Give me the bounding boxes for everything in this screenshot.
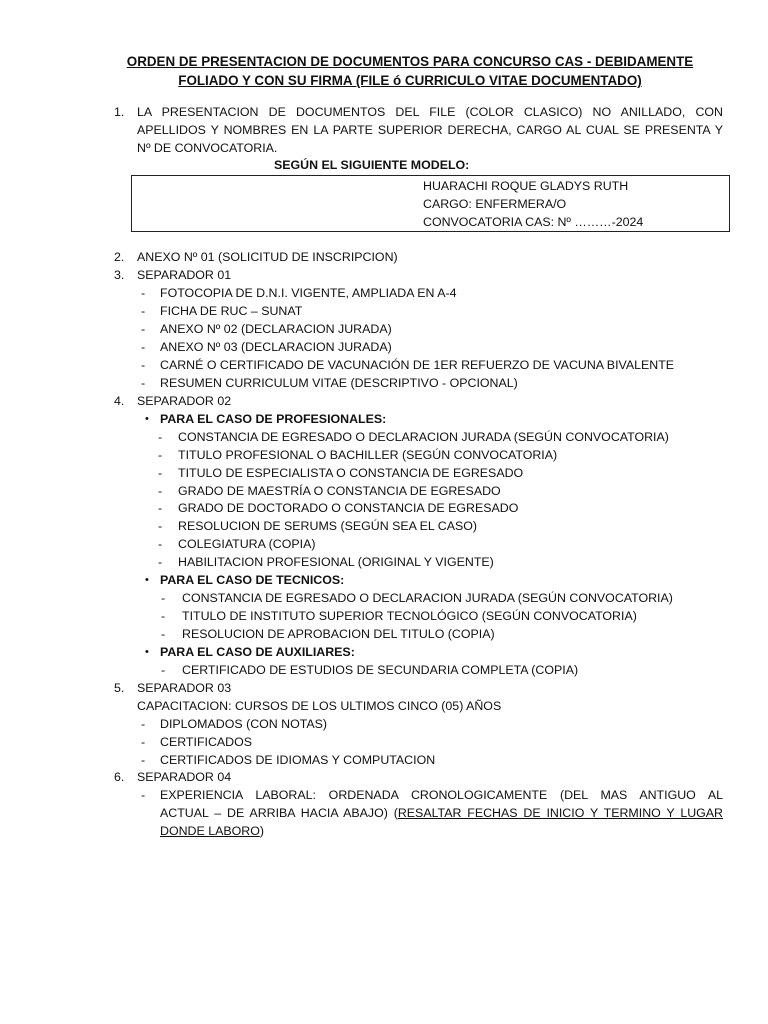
model-line-convocatoria: CONVOCATORIA CAS: Nº ………-2024 bbox=[423, 215, 644, 229]
list-item: CERTIFICADO DE ESTUDIOS DE SECUNDARIA COMPLETA (COPIA) bbox=[182, 663, 579, 677]
list-item: CARNÉ O CERTIFICADO DE VACUNACIÓN DE 1ER REFUERZO DE VACUNA BIVALENTE bbox=[160, 358, 675, 372]
item-6-line-1: EXPERIENCIA LABORAL: ORDENADA CRONOLOGICAMENTE (DEL MAS ANTIGUO AL bbox=[160, 788, 723, 802]
list-item: TITULO DE INSTITUTO SUPERIOR TECNOLÓGICO (SEGÚN CONVOCATORIA) bbox=[182, 609, 637, 623]
list-item: FOTOCOPIA DE D.N.I. VIGENTE, AMPLIADA EN A-4 bbox=[160, 286, 457, 300]
list-item: CERTIFICADOS bbox=[160, 735, 253, 749]
title-line-1: ORDEN DE PRESENTACION DE DOCUMENTOS PARA CONCURSO CAS - DEBIDAMENTE bbox=[126, 54, 694, 69]
item-6-line-3-close: ) bbox=[259, 824, 264, 838]
item-1-line-1: LA PRESENTACION DE DOCUMENTOS DEL FILE (COLOR CLASICO) NO ANILLADO, CON bbox=[137, 105, 723, 119]
item-6-line-2-underlined: RESALTAR FECHAS DE INICIO Y TERMINO Y LUGAR bbox=[397, 806, 724, 820]
list-item: ANEXO Nº 03 (DECLARACION JURADA) bbox=[160, 340, 392, 354]
dash-marker: - bbox=[141, 717, 146, 731]
item-6-number: 6. bbox=[114, 770, 125, 784]
model-box bbox=[131, 175, 730, 232]
dash-marker: - bbox=[141, 376, 146, 390]
list-item: RESUMEN CURRICULUM VITAE (DESCRIPTIVO - OPCIONAL) bbox=[160, 376, 518, 390]
item-5-text: SEPARADOR 03 bbox=[137, 681, 232, 695]
item-2-number: 2. bbox=[114, 250, 125, 264]
model-line-name: HUARACHI ROQUE GLADYS RUTH bbox=[423, 179, 629, 193]
dash-marker: - bbox=[158, 501, 163, 515]
group-heading-tecnicos: PARA EL CASO DE TECNICOS: bbox=[160, 573, 345, 587]
dash-marker: - bbox=[158, 430, 163, 444]
list-item: DIPLOMADOS (CON NOTAS) bbox=[160, 717, 328, 731]
group-heading-profesionales: PARA EL CASO DE PROFESIONALES: bbox=[160, 412, 387, 426]
item-4-number: 4. bbox=[114, 394, 125, 408]
bullet-marker: • bbox=[145, 646, 149, 658]
dash-marker: - bbox=[158, 484, 163, 498]
item-6-line-3-underlined: DONDE LABORO bbox=[160, 824, 260, 838]
item-1-line-2: APELLIDOS Y NOMBRES EN LA PARTE SUPERIOR DERECHA, CARGO AL CUAL SE PRESENTA Y bbox=[137, 123, 723, 137]
list-item: CERTIFICADOS DE IDIOMAS Y COMPUTACION bbox=[160, 753, 436, 767]
document-title bbox=[100, 52, 720, 90]
item-4-text: SEPARADOR 02 bbox=[137, 394, 232, 408]
dash-marker: - bbox=[158, 555, 163, 569]
list-item: RESOLUCION DE APROBACION DEL TITULO (COPIA) bbox=[182, 627, 495, 641]
list-item: ANEXO Nº 02 (DECLARACION JURADA) bbox=[160, 322, 392, 336]
list-item: GRADO DE MAESTRÍA O CONSTANCIA DE EGRESADO bbox=[178, 484, 501, 498]
title-line-2: FOLIADO Y CON SU FIRMA (FILE ó CURRICULO VITAE DOCUMENTADO) bbox=[178, 73, 642, 88]
item-6-line-2-plain: ACTUAL – DE ARRIBA HACIA ABAJO) ( bbox=[160, 806, 398, 820]
dash-marker: - bbox=[161, 591, 166, 605]
item-2-text: ANEXO Nº 01 (SOLICITUD DE INSCRIPCION) bbox=[137, 250, 398, 264]
dash-marker: - bbox=[141, 286, 146, 300]
group-heading-auxiliares: PARA EL CASO DE AUXILIARES: bbox=[160, 645, 355, 659]
item-5-number: 5. bbox=[114, 681, 125, 695]
item-1-number: 1. bbox=[114, 105, 125, 119]
dash-marker: - bbox=[141, 735, 146, 749]
list-item: RESOLUCION DE SERUMS (SEGÚN SEA EL CASO) bbox=[178, 519, 478, 533]
dash-marker: - bbox=[158, 537, 163, 551]
item-5-subheading: CAPACITACION: CURSOS DE LOS ULTIMOS CINCO (05) AÑOS bbox=[137, 699, 502, 713]
bullet-marker: • bbox=[145, 574, 149, 586]
dash-marker: - bbox=[161, 609, 166, 623]
item-6-line-3 bbox=[160, 822, 264, 840]
dash-marker: - bbox=[158, 466, 163, 480]
dash-marker: - bbox=[141, 358, 146, 372]
list-item: TITULO DE ESPECIALISTA O CONSTANCIA DE EGRESADO bbox=[178, 466, 524, 480]
list-item: CONSTANCIA DE EGRESADO O DECLARACION JURADA (SEGÚN CONVOCATORIA) bbox=[178, 430, 669, 444]
dash-marker: - bbox=[141, 322, 146, 336]
item-3-number: 3. bbox=[114, 268, 125, 282]
bullet-marker: • bbox=[145, 413, 149, 425]
dash-marker: - bbox=[141, 340, 146, 354]
dash-marker: - bbox=[141, 788, 146, 802]
item-3-text: SEPARADOR 01 bbox=[137, 268, 232, 282]
dash-marker: - bbox=[141, 304, 146, 318]
list-item: HABILITACION PROFESIONAL (ORIGINAL Y VIGENTE) bbox=[178, 555, 494, 569]
dash-marker: - bbox=[161, 627, 166, 641]
list-item: GRADO DE DOCTORADO O CONSTANCIA DE EGRESADO bbox=[178, 501, 519, 515]
list-item: TITULO PROFESIONAL O BACHILLER (SEGÚN CONVOCATORIA) bbox=[178, 448, 558, 462]
item-1-line-3: Nº DE CONVOCATORIA. bbox=[137, 141, 278, 155]
list-item: FICHA DE RUC – SUNAT bbox=[160, 304, 303, 318]
list-item: CONSTANCIA DE EGRESADO O DECLARACION JURADA (SEGÚN CONVOCATORIA) bbox=[182, 591, 673, 605]
dash-marker: - bbox=[141, 753, 146, 767]
dash-marker: - bbox=[158, 519, 163, 533]
dash-marker: - bbox=[158, 448, 163, 462]
list-item: COLEGIATURA (COPIA) bbox=[178, 537, 316, 551]
model-heading: SEGÚN EL SIGUIENTE MODELO: bbox=[274, 158, 470, 172]
model-line-cargo: CARGO: ENFERMERA/O bbox=[423, 197, 567, 211]
item-6-text: SEPARADOR 04 bbox=[137, 770, 232, 784]
dash-marker: - bbox=[161, 663, 166, 677]
item-6-line-2 bbox=[160, 804, 723, 822]
